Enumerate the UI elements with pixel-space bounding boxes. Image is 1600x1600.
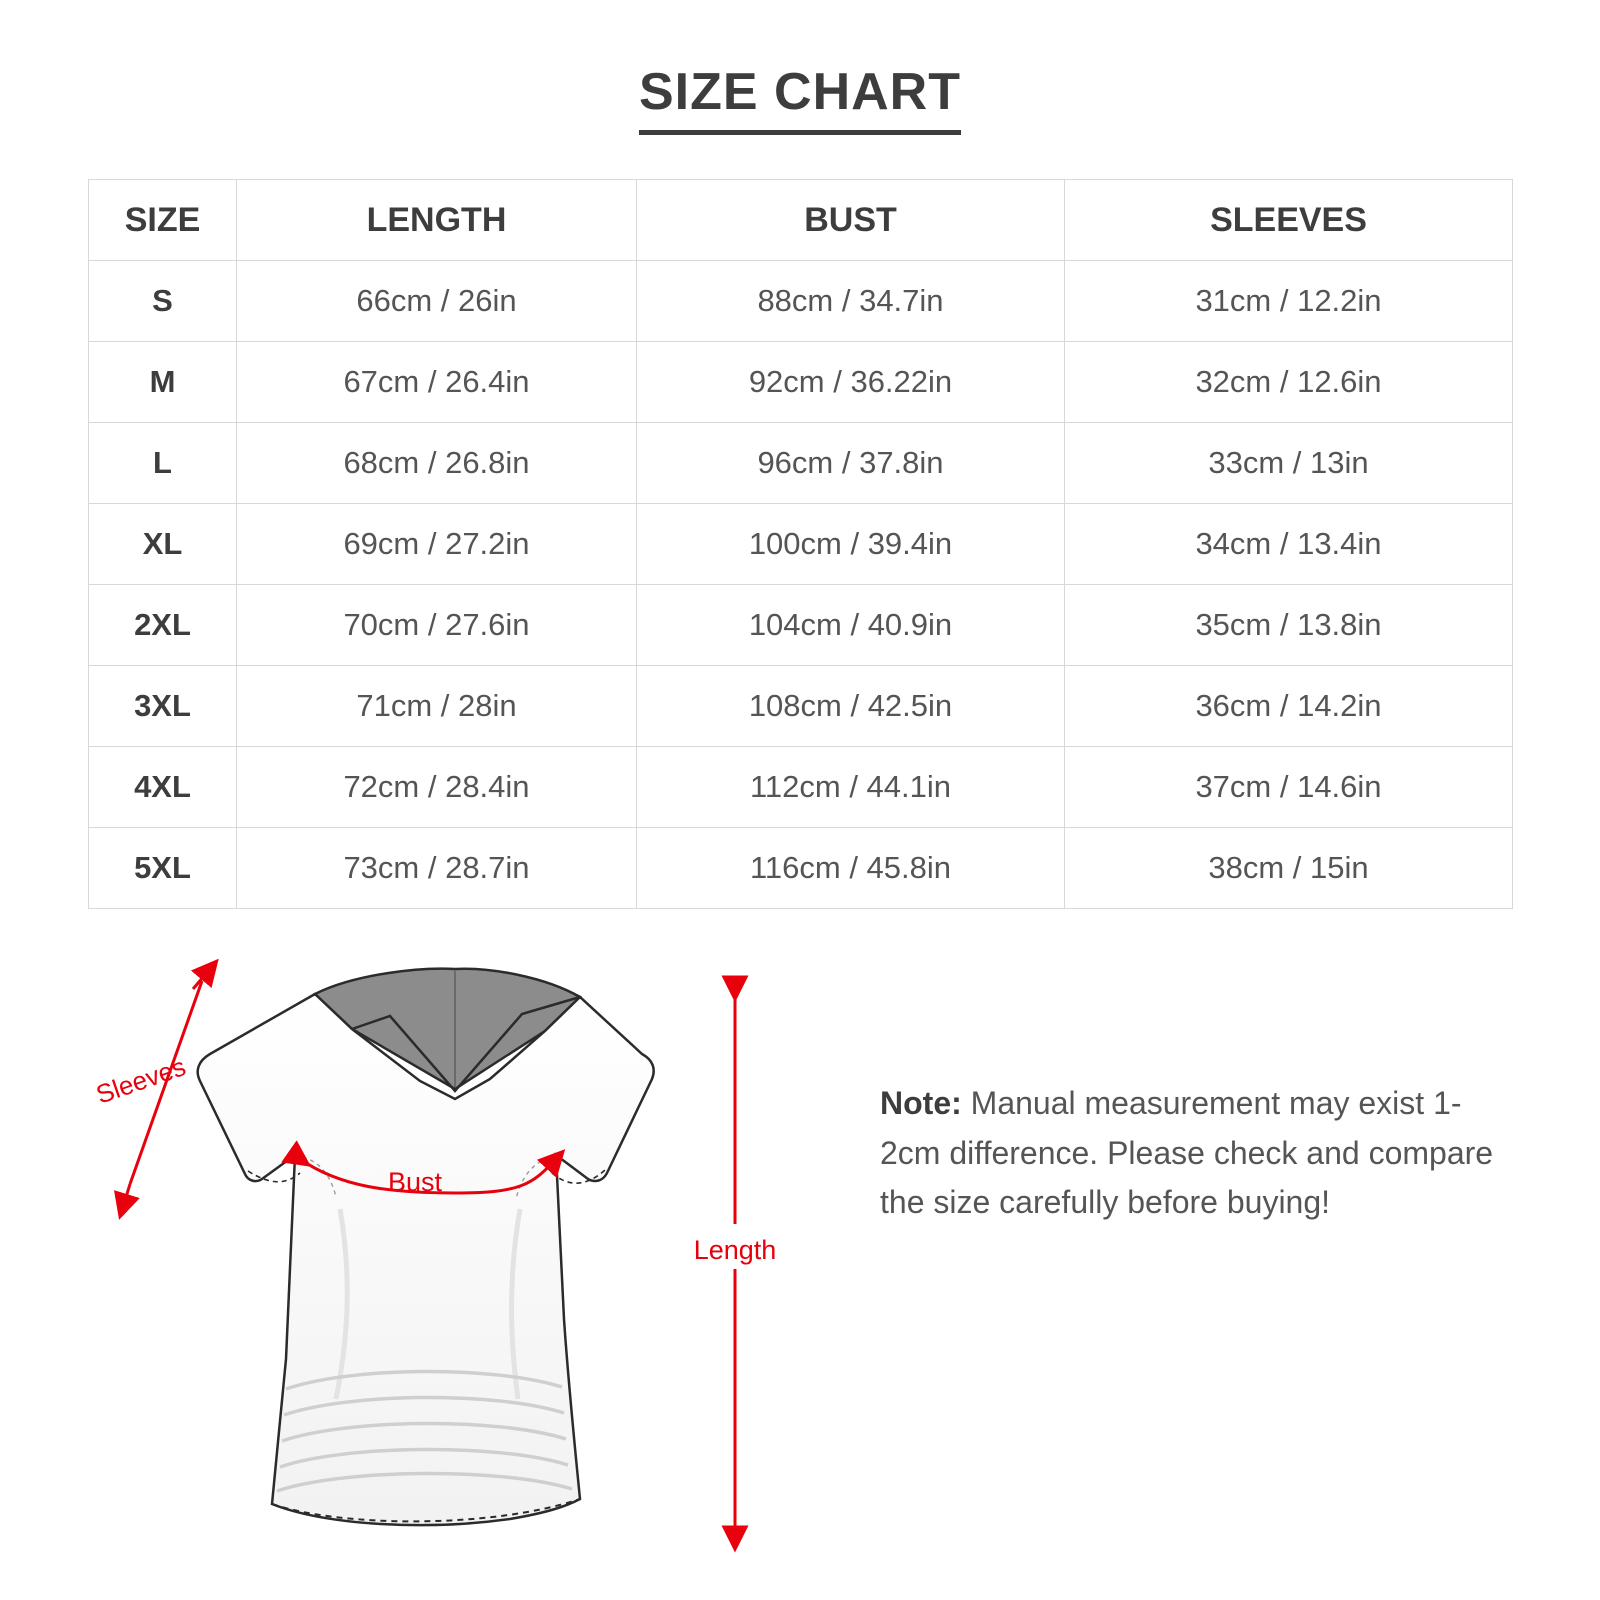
tshirt-illustration bbox=[198, 969, 654, 1525]
cell-size: 3XL bbox=[89, 666, 237, 747]
cell-length: 67cm / 26.4in bbox=[237, 342, 637, 423]
cell-size: L bbox=[89, 423, 237, 504]
cell-length: 70cm / 27.6in bbox=[237, 585, 637, 666]
cell-size: 5XL bbox=[89, 828, 237, 909]
cell-length: 66cm / 26in bbox=[237, 261, 637, 342]
cell-sleeves: 31cm / 12.2in bbox=[1065, 261, 1513, 342]
cell-sleeves: 33cm / 13in bbox=[1065, 423, 1513, 504]
cell-length: 71cm / 28in bbox=[237, 666, 637, 747]
cell-size: 2XL bbox=[89, 585, 237, 666]
length-label: Length bbox=[693, 1235, 777, 1265]
bust-label: Bust bbox=[387, 1167, 443, 1197]
page-title: SIZE CHART bbox=[639, 62, 961, 135]
table-row bbox=[89, 423, 1513, 504]
table-row bbox=[89, 828, 1513, 909]
note-text-block bbox=[880, 1079, 1520, 1228]
cell-size: XL bbox=[89, 504, 237, 585]
cell-bust: 100cm / 39.4in bbox=[637, 504, 1065, 585]
cell-size: 4XL bbox=[89, 747, 237, 828]
cell-size: S bbox=[89, 261, 237, 342]
cell-length: 73cm / 28.7in bbox=[237, 828, 637, 909]
column-header-sleeves: SLEEVES bbox=[1065, 180, 1513, 261]
size-chart-table-container bbox=[88, 179, 1512, 909]
cell-sleeves: 36cm / 14.2in bbox=[1065, 666, 1513, 747]
sleeves-label: Sleeves bbox=[92, 1051, 190, 1110]
table-row bbox=[89, 261, 1513, 342]
table-row bbox=[89, 342, 1513, 423]
cell-bust: 112cm / 44.1in bbox=[637, 747, 1065, 828]
cell-bust: 108cm / 42.5in bbox=[637, 666, 1065, 747]
size-chart-table bbox=[88, 179, 1513, 909]
table-row bbox=[89, 747, 1513, 828]
cell-bust: 88cm / 34.7in bbox=[637, 261, 1065, 342]
note-label: Note: bbox=[880, 1085, 962, 1121]
cell-size: M bbox=[89, 342, 237, 423]
cell-sleeves: 32cm / 12.6in bbox=[1065, 342, 1513, 423]
page-title-container bbox=[0, 0, 1600, 135]
cell-sleeves: 38cm / 15in bbox=[1065, 828, 1513, 909]
cell-length: 68cm / 26.8in bbox=[237, 423, 637, 504]
column-header-bust: BUST bbox=[637, 180, 1065, 261]
cell-sleeves: 34cm / 13.4in bbox=[1065, 504, 1513, 585]
cell-length: 69cm / 27.2in bbox=[237, 504, 637, 585]
cell-length: 72cm / 28.4in bbox=[237, 747, 637, 828]
table-row bbox=[89, 666, 1513, 747]
cell-sleeves: 37cm / 14.6in bbox=[1065, 747, 1513, 828]
cell-sleeves: 35cm / 13.8in bbox=[1065, 585, 1513, 666]
table-row bbox=[89, 585, 1513, 666]
table-row bbox=[89, 504, 1513, 585]
note-body: Manual measurement may exist 1-2cm difference. Please check and compare the size carefully before buying! bbox=[880, 1085, 1494, 1221]
cell-bust: 92cm / 36.22in bbox=[637, 342, 1065, 423]
table-header-row bbox=[89, 180, 1513, 261]
cell-bust: 116cm / 45.8in bbox=[637, 828, 1065, 909]
garment-diagram bbox=[90, 959, 790, 1579]
column-header-length: LENGTH bbox=[237, 180, 637, 261]
cell-bust: 104cm / 40.9in bbox=[637, 585, 1065, 666]
column-header-size: SIZE bbox=[89, 180, 237, 261]
measurement-guide-section bbox=[0, 959, 1600, 1599]
cell-bust: 96cm / 37.8in bbox=[637, 423, 1065, 504]
